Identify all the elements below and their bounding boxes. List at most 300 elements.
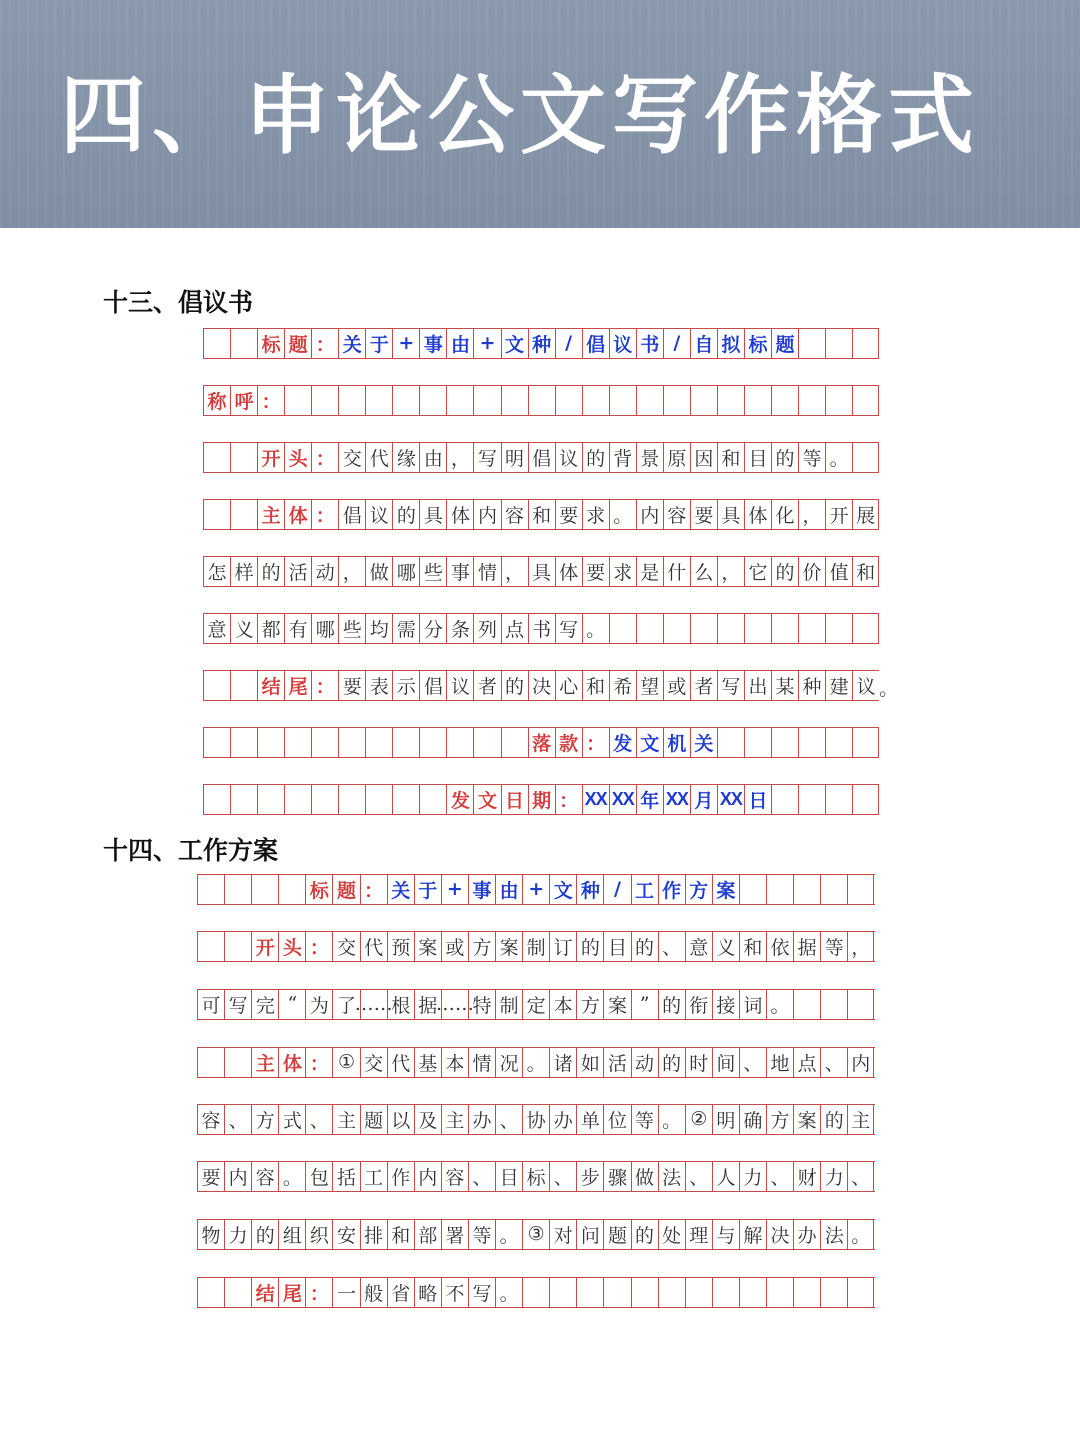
grid-cell <box>446 385 473 415</box>
grid-cell: 需 <box>392 613 419 643</box>
grid-cell: 确 <box>739 1104 766 1134</box>
grid-cell: 情 <box>468 1047 495 1077</box>
grid-row <box>197 1277 874 1307</box>
grid-cell <box>825 727 852 757</box>
grid-cell: 可 <box>197 989 224 1019</box>
grid-cell: 和 <box>528 499 555 529</box>
grid-cell <box>197 931 224 961</box>
grid-cell: 题 <box>603 1219 630 1249</box>
grid-cell <box>501 727 528 757</box>
grid-cell: 列 <box>473 613 500 643</box>
grid-line <box>203 643 879 644</box>
grid-cell: 写 <box>717 670 744 700</box>
grid-row <box>203 727 879 757</box>
grid-cell: 、 <box>820 1047 847 1077</box>
grid-cell: 什 <box>663 556 690 586</box>
grid-line <box>203 472 879 473</box>
grid-cell: 。 <box>766 989 793 1019</box>
grid-overflow-punct: 。 <box>879 678 899 700</box>
grid-cell: 工 <box>360 1161 387 1191</box>
grid-cell: 某 <box>771 670 798 700</box>
grid-cell: 意 <box>685 931 712 961</box>
grid-cell: 订 <box>549 931 576 961</box>
grid-cell: 财 <box>793 1161 820 1191</box>
grid-cell: 景 <box>636 442 663 472</box>
grid-cell: 开 <box>825 499 852 529</box>
grid-cell <box>203 727 230 757</box>
grid-cell: 文 <box>473 784 500 814</box>
grid-cell: 特 <box>468 989 495 1019</box>
grid-cell: 等 <box>631 1104 658 1134</box>
grid-cell <box>820 874 847 904</box>
grid-cell <box>771 727 798 757</box>
grid-cell <box>224 931 251 961</box>
grid-cell: ： <box>582 727 609 757</box>
grid-cell: 、 <box>549 1161 576 1191</box>
grid-cell: 发 <box>446 784 473 814</box>
grid-cell: 均 <box>365 613 392 643</box>
grid-cell: 及 <box>414 1104 441 1134</box>
grid-cell: 的 <box>658 1047 685 1077</box>
grid-cell: 本 <box>549 989 576 1019</box>
grid-cell: 分 <box>419 613 446 643</box>
grid-cell: 关 <box>387 874 414 904</box>
grid-cell: 容 <box>501 499 528 529</box>
grid-cell: 做 <box>631 1161 658 1191</box>
grid-cell <box>446 727 473 757</box>
grid-cell <box>631 1277 658 1307</box>
grid-cell <box>278 874 305 904</box>
grid-cell: 文 <box>549 874 576 904</box>
grid-cell: 完 <box>251 989 278 1019</box>
grid-cell: 机 <box>663 727 690 757</box>
grid-cell: 的 <box>257 556 284 586</box>
grid-cell: 等 <box>820 931 847 961</box>
grid-cell: 于 <box>365 328 392 358</box>
grid-cell: 目 <box>603 931 630 961</box>
grid-cell: 议 <box>365 499 392 529</box>
grid-cell: 体 <box>555 556 582 586</box>
grid-cell: 写 <box>555 613 582 643</box>
grid-cell <box>549 1277 576 1307</box>
grid-cell <box>203 499 230 529</box>
grid-cell: 步 <box>576 1161 603 1191</box>
grid-cell: 容 <box>251 1161 278 1191</box>
grid-cell: 间 <box>712 1047 739 1077</box>
grid-row <box>197 1161 874 1191</box>
grid-cell <box>284 784 311 814</box>
grid-cell <box>197 1277 224 1307</box>
grid-cell <box>311 784 338 814</box>
grid-line <box>197 1134 875 1135</box>
grid-cell <box>798 784 825 814</box>
grid-cell: 拟 <box>717 328 744 358</box>
grid-cell: 些 <box>338 613 365 643</box>
grid-cell: 案 <box>495 931 522 961</box>
grid-cell: 标 <box>257 328 284 358</box>
grid-cell: ， <box>501 556 528 586</box>
grid-cell: 主 <box>251 1047 278 1077</box>
grid-cell: 事 <box>446 556 473 586</box>
grid-cell <box>473 385 500 415</box>
grid-cell: 省 <box>387 1277 414 1307</box>
grid-cell: 它 <box>744 556 771 586</box>
grid-cell: 事 <box>419 328 446 358</box>
grid-cell: ： <box>305 1047 332 1077</box>
grid-cell: 、 <box>224 1104 251 1134</box>
grid-cell: 办 <box>549 1104 576 1134</box>
grid-line <box>203 757 879 758</box>
grid-cell: 要 <box>338 670 365 700</box>
grid-cell: 明 <box>501 442 528 472</box>
grid-cell: 的 <box>392 499 419 529</box>
grid-cell: 主 <box>441 1104 468 1134</box>
grid-cell: 者 <box>473 670 500 700</box>
grid-cell: 价 <box>798 556 825 586</box>
grid-cell: 期 <box>528 784 555 814</box>
grid-cell: 般 <box>360 1277 387 1307</box>
grid-cell <box>852 328 879 358</box>
grid-cell <box>284 385 311 415</box>
grid-cell: 、 <box>468 1161 495 1191</box>
grid-cell: 议 <box>555 442 582 472</box>
grid-cell <box>739 1277 766 1307</box>
grid-cell: 工 <box>631 874 658 904</box>
grid-cell: 呼 <box>230 385 257 415</box>
grid-cell: 日 <box>744 784 771 814</box>
grid-cell: 决 <box>528 670 555 700</box>
grid-cell: 时 <box>685 1047 712 1077</box>
grid-cell: 标 <box>305 874 332 904</box>
grid-cell: 和 <box>387 1219 414 1249</box>
grid-cell <box>771 613 798 643</box>
grid-cell: 代 <box>360 931 387 961</box>
grid-cell <box>690 385 717 415</box>
grid-cell: 者 <box>690 670 717 700</box>
grid-cell: 接 <box>712 989 739 1019</box>
grid-cell: ： <box>360 874 387 904</box>
grid-cell: 标 <box>522 1161 549 1191</box>
grid-cell: 具 <box>528 556 555 586</box>
grid-cell: 组 <box>278 1219 305 1249</box>
grid-cell: 骤 <box>603 1161 630 1191</box>
grid-cell <box>771 784 798 814</box>
grid-cell: 、 <box>766 1161 793 1191</box>
grid-cell: 了 <box>332 989 359 1019</box>
grid-cell: 要 <box>197 1161 224 1191</box>
grid-cell: 内 <box>224 1161 251 1191</box>
grid-cell: 自 <box>690 328 717 358</box>
grid-row <box>197 1047 874 1077</box>
header-banner <box>0 0 1080 228</box>
grid-cell: 关 <box>338 328 365 358</box>
grid-row <box>203 328 879 358</box>
grid-cell: 具 <box>419 499 446 529</box>
grid-cell <box>798 385 825 415</box>
grid-cell <box>798 613 825 643</box>
grid-cell: 内 <box>473 499 500 529</box>
grid-cell: 对 <box>549 1219 576 1249</box>
grid-cell: 内 <box>847 1047 874 1077</box>
grid-line <box>203 814 879 815</box>
grid-cell: 种 <box>528 328 555 358</box>
grid-line <box>197 1307 875 1308</box>
grid-cell: 体 <box>284 499 311 529</box>
grid-cell: 。 <box>658 1104 685 1134</box>
grid-cell: 点 <box>501 613 528 643</box>
grid-cell <box>392 385 419 415</box>
grid-cell: 根 <box>387 989 414 1019</box>
grid-cell: 安 <box>332 1219 359 1249</box>
grid-cell: 尾 <box>278 1277 305 1307</box>
grid-cell <box>257 784 284 814</box>
grid-cell: 以 <box>387 1104 414 1134</box>
grid-cell: 方 <box>251 1104 278 1134</box>
grid-cell: 代 <box>387 1047 414 1077</box>
grid-cell: 落 <box>528 727 555 757</box>
grid-row <box>203 670 899 700</box>
grid-row <box>197 1219 874 1249</box>
grid-cell: 。 <box>609 499 636 529</box>
grid-cell: 展 <box>852 499 879 529</box>
grid-cell: ” <box>631 989 658 1019</box>
grid-cell: 题 <box>360 1104 387 1134</box>
grid-cell: ： <box>305 931 332 961</box>
grid-cell: 题 <box>332 874 359 904</box>
grid-cell <box>793 1277 820 1307</box>
grid-cell <box>744 385 771 415</box>
grid-cell: 有 <box>284 613 311 643</box>
grid-cell: 样 <box>230 556 257 586</box>
grid-cell: ： <box>555 784 582 814</box>
grid-cell: 和 <box>739 931 766 961</box>
grid-cell: 义 <box>712 931 739 961</box>
grid-cell <box>392 727 419 757</box>
grid-cell: 结 <box>257 670 284 700</box>
grid-row <box>197 931 874 961</box>
grid-cell <box>419 784 446 814</box>
grid-cell: 动 <box>311 556 338 586</box>
grid-line <box>203 700 879 701</box>
grid-cell: 由 <box>419 442 446 472</box>
grid-cell <box>609 613 636 643</box>
grid-cell <box>522 1277 549 1307</box>
grid-cell: 议 <box>852 670 879 700</box>
grid-cell: 做 <box>365 556 392 586</box>
grid-cell: 要 <box>582 556 609 586</box>
grid-cell: 力 <box>739 1161 766 1191</box>
grid-cell <box>419 385 446 415</box>
grid-row <box>203 556 879 586</box>
grid-cell: ， <box>338 556 365 586</box>
grid-cell: 方 <box>685 874 712 904</box>
grid-cell: / <box>603 874 630 904</box>
grid-cell <box>852 784 879 814</box>
grid-cell: “ <box>278 989 305 1019</box>
grid-cell: XX <box>582 784 609 814</box>
grid-row <box>203 613 879 643</box>
grid-cell <box>771 385 798 415</box>
grid-cell: 决 <box>766 1219 793 1249</box>
grid-cell: 倡 <box>582 328 609 358</box>
grid-cell: ： <box>311 499 338 529</box>
grid-cell: 具 <box>717 499 744 529</box>
grid-cell <box>609 385 636 415</box>
grid-cell <box>555 385 582 415</box>
grid-cell <box>739 874 766 904</box>
grid-cell: 些 <box>419 556 446 586</box>
grid-cell: 或 <box>663 670 690 700</box>
grid-cell <box>766 1277 793 1307</box>
grid-cell <box>847 874 874 904</box>
grid-line <box>197 1249 875 1250</box>
grid-cell: XX <box>609 784 636 814</box>
grid-cell: 据 <box>793 931 820 961</box>
grid-cell: ， <box>446 442 473 472</box>
grid-cell: 、 <box>495 1104 522 1134</box>
grid-cell <box>224 874 251 904</box>
grid-cell: 意 <box>203 613 230 643</box>
grid-cell <box>230 727 257 757</box>
grid-cell <box>825 784 852 814</box>
grid-cell <box>284 727 311 757</box>
grid-line <box>203 358 879 359</box>
grid-cell: 心 <box>555 670 582 700</box>
grid-cell: 种 <box>576 874 603 904</box>
grid-cell: 哪 <box>311 613 338 643</box>
grid-cell: 怎 <box>203 556 230 586</box>
grid-cell: 、 <box>685 1161 712 1191</box>
grid-cell: 么 <box>690 556 717 586</box>
grid-cell: XX <box>663 784 690 814</box>
grid-cell: 方 <box>468 931 495 961</box>
grid-cell: 动 <box>631 1047 658 1077</box>
grid-cell: 。 <box>847 1219 874 1249</box>
grid-cell: 部 <box>414 1219 441 1249</box>
grid-cell <box>847 1277 874 1307</box>
grid-cell: 希 <box>609 670 636 700</box>
grid-cell: 体 <box>278 1047 305 1077</box>
grid-cell: 由 <box>495 874 522 904</box>
grid-cell: 解 <box>739 1219 766 1249</box>
grid-line <box>203 529 879 530</box>
grid-cell: ： <box>311 670 338 700</box>
grid-cell <box>311 727 338 757</box>
grid-cell <box>825 328 852 358</box>
grid-row <box>197 1104 874 1134</box>
grid-cell: 位 <box>603 1104 630 1134</box>
grid-cell: 议 <box>609 328 636 358</box>
grid-cell: 作 <box>387 1161 414 1191</box>
grid-line <box>203 415 879 416</box>
grid-cell: 由 <box>446 328 473 358</box>
writing-grid-proposal <box>203 327 899 815</box>
grid-cell: 的 <box>820 1104 847 1134</box>
grid-cell <box>230 442 257 472</box>
grid-cell: 缘 <box>392 442 419 472</box>
grid-cell: 法 <box>820 1219 847 1249</box>
grid-cell: 开 <box>257 442 284 472</box>
grid-cell <box>717 613 744 643</box>
grid-cell <box>820 1277 847 1307</box>
grid-cell: 内 <box>636 499 663 529</box>
grid-line <box>197 1019 875 1020</box>
grid-cell: 要 <box>555 499 582 529</box>
grid-cell: 案 <box>793 1104 820 1134</box>
grid-cell: 活 <box>284 556 311 586</box>
grid-cell: 书 <box>636 328 663 358</box>
grid-cell <box>793 989 820 1019</box>
grid-cell <box>203 442 230 472</box>
grid-cell <box>582 385 609 415</box>
grid-cell <box>712 1277 739 1307</box>
grid-cell <box>603 1277 630 1307</box>
grid-cell <box>392 784 419 814</box>
grid-cell: 协 <box>522 1104 549 1134</box>
grid-cell: 哪 <box>392 556 419 586</box>
grid-line <box>197 961 875 962</box>
grid-cell: 主 <box>847 1104 874 1134</box>
grid-cell: 词 <box>739 989 766 1019</box>
grid-cell: 制 <box>522 931 549 961</box>
grid-cell: / <box>663 328 690 358</box>
grid-cell: 预 <box>387 931 414 961</box>
grid-cell: 出 <box>744 670 771 700</box>
grid-row <box>197 989 874 1019</box>
grid-cell: 结 <box>251 1277 278 1307</box>
grid-cell <box>663 385 690 415</box>
grid-cell: 式 <box>278 1104 305 1134</box>
grid-cell: + <box>473 328 500 358</box>
grid-cell <box>798 727 825 757</box>
grid-cell: 定 <box>522 989 549 1019</box>
grid-cell <box>230 784 257 814</box>
grid-cell: 体 <box>446 499 473 529</box>
grid-row <box>203 499 879 529</box>
grid-cell: ： <box>311 328 338 358</box>
grid-cell <box>419 727 446 757</box>
grid-cell: 因 <box>690 442 717 472</box>
grid-cell: 情 <box>473 556 500 586</box>
grid-cell <box>852 613 879 643</box>
grid-cell <box>847 989 874 1019</box>
grid-cell <box>203 328 230 358</box>
grid-cell: …… <box>360 989 387 1019</box>
grid-cell: 不 <box>441 1277 468 1307</box>
grid-cell: 题 <box>284 328 311 358</box>
grid-cell <box>576 1277 603 1307</box>
grid-cell: 法 <box>658 1161 685 1191</box>
grid-line <box>203 586 879 587</box>
grid-cell: 月 <box>690 784 717 814</box>
grid-cell: 求 <box>609 556 636 586</box>
grid-cell: 的 <box>658 989 685 1019</box>
grid-cell: ， <box>717 556 744 586</box>
grid-cell <box>197 1047 224 1077</box>
grid-cell: 况 <box>495 1047 522 1077</box>
grid-cell: 条 <box>446 613 473 643</box>
grid-cell: 括 <box>332 1161 359 1191</box>
grid-cell: 值 <box>825 556 852 586</box>
grid-cell <box>685 1277 712 1307</box>
grid-cell: 。 <box>495 1277 522 1307</box>
grid-cell <box>251 874 278 904</box>
grid-cell: 和 <box>717 442 744 472</box>
grid-cell <box>528 385 555 415</box>
grid-cell: 和 <box>852 556 879 586</box>
grid-cell: + <box>441 874 468 904</box>
grid-cell <box>636 613 663 643</box>
